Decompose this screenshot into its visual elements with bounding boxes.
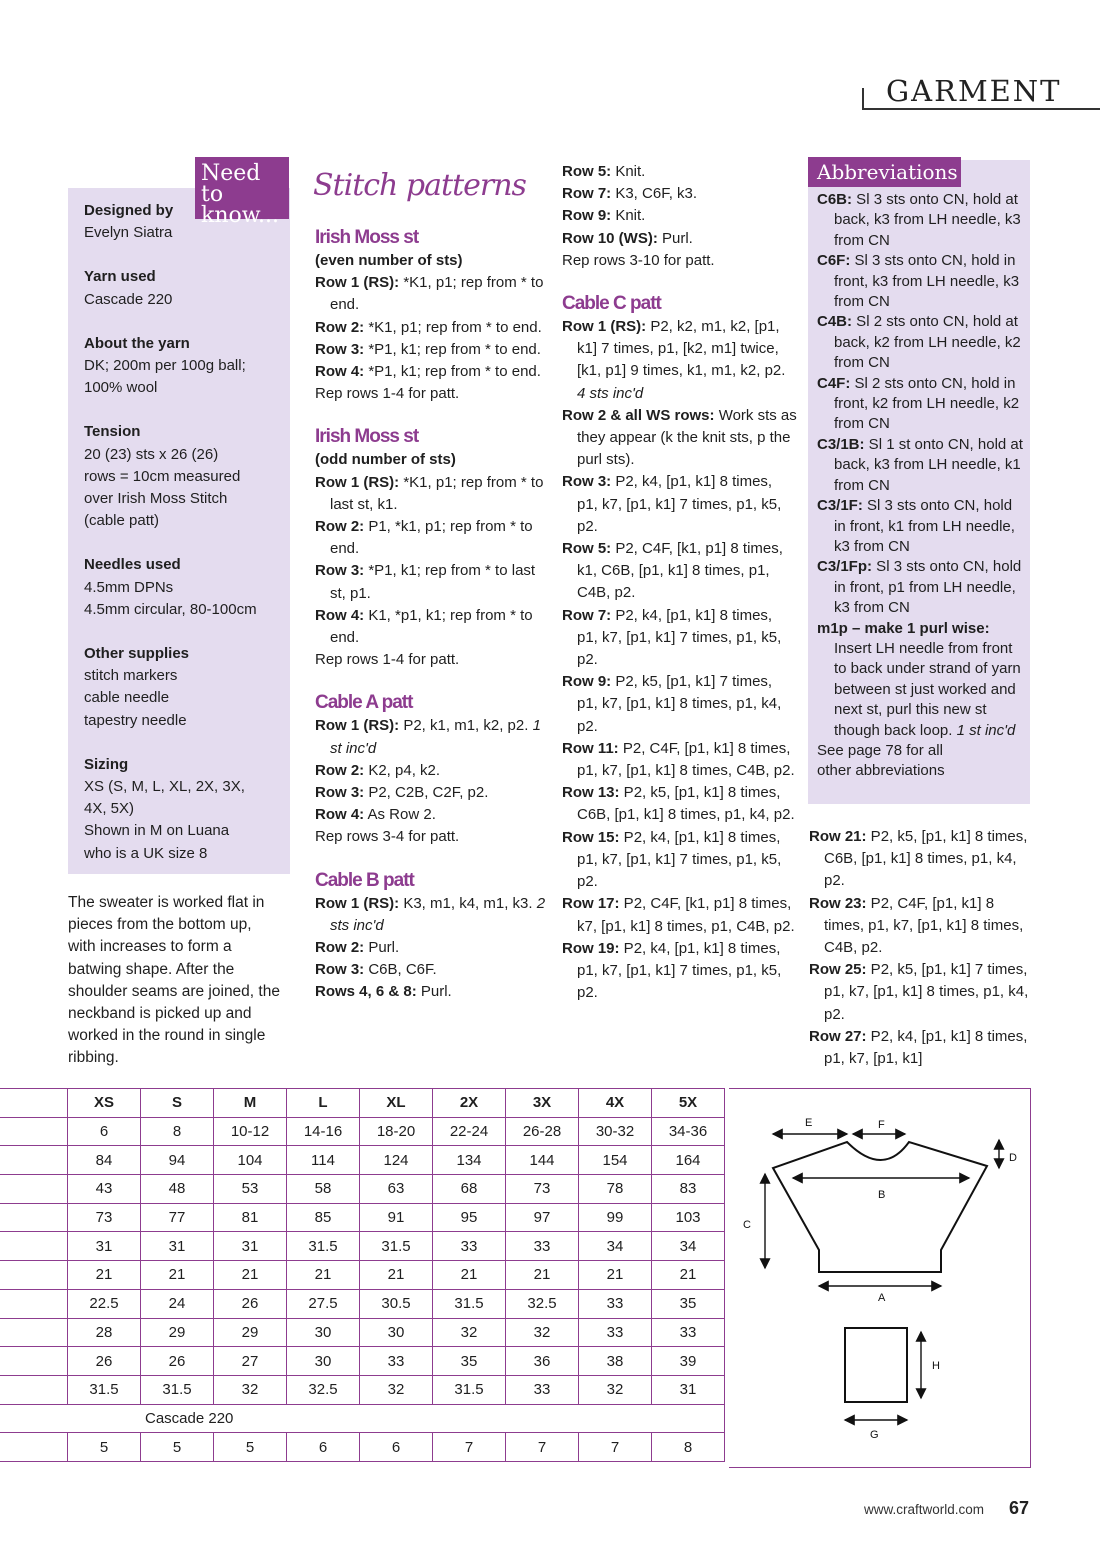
cable-c-row: Row 9: P2, k5, [p1, k1] 7 times, p1, k7, [p1, k1] 8 times, p1, k4, p2. [562, 673, 782, 735]
table-cell: 39 [652, 1347, 725, 1376]
table-cell: 30 [360, 1318, 433, 1347]
table-cell: 68 [433, 1175, 506, 1204]
table-cell: 38 [579, 1347, 652, 1376]
table-label-cell [0, 1203, 68, 1232]
table-cell: 33 [506, 1232, 579, 1261]
table-cell: 6 [68, 1117, 141, 1146]
cable-c-row-1: Row 1 (RS): P2, k2, m1, k2, [p1, k1] 7 times, p1, [k2, m1] twice, [k1, p1] 9 times, k1, m1, k2, p2. 4 sts inc'd [562, 318, 786, 402]
irish-moss-odd-row: Row 1 (RS): *K1, p1; rep from * to last st, k1. [315, 473, 544, 513]
ntk-heading: Needles used [84, 556, 181, 574]
irish-moss-odd-row: Row 3: *P1, k1; rep from * to last st, p1. [315, 562, 536, 602]
cable-c-row: Row 21: P2, k5, [p1, k1] 8 times, C6B, [p1, k1] 8 times, p1, k4, p2. [809, 828, 1028, 890]
need-to-know-content [84, 200, 284, 887]
cable-c-row: Row 2 & all WS rows: Work sts as they appear (k the knit sts, p the purl sts). [562, 406, 797, 469]
yarn-balls-cell: 5 [68, 1433, 141, 1462]
section-title: GARMENT [886, 74, 1062, 108]
label-e: E [805, 1117, 813, 1129]
stitch-column-4 [809, 826, 1031, 1070]
cable-c-row: Row 11: P2, C4F, [p1, k1] 8 times, p1, k7, [p1, k1] 8 times, C4B, p2. [562, 739, 795, 780]
table-row [0, 1289, 725, 1318]
yarn-balls-cell: 8 [652, 1433, 725, 1462]
ntk-section [84, 643, 284, 732]
table-cell: 31.5 [68, 1375, 141, 1404]
ntk-heading: Other supplies [84, 645, 190, 663]
table-row [0, 1203, 725, 1232]
ntk-section [84, 554, 284, 621]
ntk-line: Cascade 220 [84, 290, 173, 308]
table-row [0, 1175, 725, 1204]
ntk-heading: Tension [84, 423, 141, 441]
table-label-cell [0, 1232, 68, 1261]
table-cell: 81 [214, 1203, 287, 1232]
ntk-section [84, 421, 284, 532]
cable-b-repeat: Rep rows 3-10 for patt. [562, 251, 715, 269]
table-cell: 26 [68, 1347, 141, 1376]
table-cell: 33 [579, 1289, 652, 1318]
cable-c-row: Row 23: P2, C4F, [p1, k1] 8 times, p1, k7, [p1, k1] 8 times, C4B, p2. [809, 894, 1024, 957]
cable-a-row-1: Row 1 (RS): P2, k1, m1, k2, p2. 1 st inc'd [315, 717, 541, 757]
cable-a-row: Row 4: As Row 2. [315, 806, 436, 824]
table-cell: 43 [68, 1175, 141, 1204]
table-cell: 31.5 [141, 1375, 214, 1404]
cable-b-row: Row 7: K3, C6F, k3. [562, 185, 698, 203]
table-cell: 21 [433, 1261, 506, 1290]
size-table [0, 1088, 725, 1462]
cable-c-row: Row 7: P2, k4, [p1, k1] 8 times, p1, k7, [p1, k1] 7 times, p1, k5, p2. [562, 606, 782, 669]
irish-moss-odd-repeat: Rep rows 1-4 for patt. [315, 651, 460, 669]
table-cell: 27 [214, 1347, 287, 1376]
table-label-cell [0, 1347, 68, 1376]
table-cell: 31.5 [287, 1232, 360, 1261]
table-row [0, 1318, 725, 1347]
need-to-know-tag: Need to know... [195, 157, 289, 219]
label-c: C [743, 1219, 751, 1231]
cable-a-title: Cable A patt [315, 692, 413, 714]
ntk-line: cable needle [84, 689, 170, 707]
yarn-balls-cell: 7 [506, 1433, 579, 1462]
irish-moss-even-note: (even number of sts) [315, 252, 463, 269]
ntk-line: 4X, 5X) [84, 800, 135, 818]
cable-a-row: Row 2: K2, p4, k2. [315, 761, 441, 779]
ntk-section [84, 754, 284, 865]
ntk-line: stitch markers [84, 667, 178, 685]
table-cell: 32 [433, 1318, 506, 1347]
sleeve-outline [845, 1328, 907, 1402]
table-cell: 31.5 [360, 1232, 433, 1261]
abbreviations-tag: Abbreviations [808, 157, 961, 187]
table-cell: 83 [652, 1175, 725, 1204]
abbreviations-list [817, 190, 1027, 782]
irish-moss-odd-row: Row 4: K1, *p1, k1; rep from * to end. [315, 606, 533, 647]
table-cell: 29 [141, 1318, 214, 1347]
table-cell: 21 [141, 1261, 214, 1290]
table-cell: 124 [360, 1146, 433, 1175]
table-cell: 28 [68, 1318, 141, 1347]
irish-moss-even-row: Row 2: *K1, p1; rep from * to end. [315, 318, 542, 336]
cable-b-row: Row 10 (WS): Purl. [562, 229, 693, 247]
table-cell: 8 [141, 1117, 214, 1146]
table-label-cell [0, 1289, 68, 1318]
table-header-cell: M [214, 1089, 287, 1118]
table-cell: 31 [652, 1375, 725, 1404]
irish-moss-odd-title: Irish Moss st [315, 426, 419, 448]
yarn-balls-cell: 7 [433, 1433, 506, 1462]
table-cell: 10-12 [214, 1117, 287, 1146]
abbr-see-page: See page 78 for all other abbreviations [817, 741, 945, 780]
table-cell: 63 [360, 1175, 433, 1204]
table-header-cell: XL [360, 1089, 433, 1118]
table-cell: 134 [433, 1146, 506, 1175]
table-cell: 21 [652, 1261, 725, 1290]
table-cell: 34 [579, 1232, 652, 1261]
table-cell: 30-32 [579, 1117, 652, 1146]
table-cell: 97 [506, 1203, 579, 1232]
cable-b-row: Row 2: Purl. [315, 939, 400, 957]
table-cell: 29 [214, 1318, 287, 1347]
table-cell: 21 [579, 1261, 652, 1290]
abbr-row: C6F: Sl 3 sts onto CN, hold in front, k3 from LH needle, k3 from CN [817, 252, 1020, 311]
yarn-balls-cell: 6 [287, 1433, 360, 1462]
ntk-line: (cable patt) [84, 512, 160, 530]
table-cell: 33 [433, 1232, 506, 1261]
cable-b-title: Cable B patt [315, 869, 414, 891]
table-cell: 99 [579, 1203, 652, 1232]
table-cell: 26 [141, 1347, 214, 1376]
table-cell: 32.5 [506, 1289, 579, 1318]
table-cell: 14-16 [287, 1117, 360, 1146]
ntk-heading: About the yarn [84, 334, 190, 352]
ntk-line: who is a UK size 8 [84, 844, 208, 862]
table-label-cell [0, 1146, 68, 1175]
table-cell: 154 [579, 1146, 652, 1175]
table-cell: 35 [433, 1347, 506, 1376]
table-cell: 31 [68, 1232, 141, 1261]
garment-schematic [729, 1088, 1031, 1468]
table-row [0, 1146, 725, 1175]
table-cell: 73 [506, 1175, 579, 1204]
table-cell: 22-24 [433, 1117, 506, 1146]
ntk-line: Shown in M on Luana [84, 822, 230, 840]
table-cell: 35 [652, 1289, 725, 1318]
label-h: H [932, 1360, 940, 1372]
page-number: 67 [1009, 1498, 1030, 1518]
label-a: A [878, 1292, 886, 1304]
table-cell: 84 [68, 1146, 141, 1175]
table-cell: 31.5 [433, 1289, 506, 1318]
table-cell: 164 [652, 1146, 725, 1175]
irish-moss-even-row: Row 3: *P1, k1; rep from * to end. [315, 340, 541, 358]
ntk-heading: Sizing [84, 755, 129, 773]
table-cell: 33 [360, 1347, 433, 1376]
table-cell: 33 [506, 1375, 579, 1404]
table-label-cell [0, 1375, 68, 1404]
table-cell: 114 [287, 1146, 360, 1175]
ntk-section [84, 266, 284, 310]
yarn-label-cell: Cascade 220 [0, 1404, 725, 1433]
cable-c-row: Row 27: P2, k4, [p1, k1] 8 times, p1, k7, [p1, k1] [809, 1027, 1028, 1068]
table-header-row [0, 1089, 725, 1118]
table-header-cell: 5X [652, 1089, 725, 1118]
footer-url: www.craftworld.com [864, 1502, 985, 1517]
cable-b-row-1: Row 1 (RS): K3, m1, k4, m1, k3. 2 sts inc'd [315, 894, 546, 934]
irish-moss-even-row: Row 4: *P1, k1; rep from * to end. [315, 363, 541, 381]
table-cell: 58 [287, 1175, 360, 1204]
cable-b-row: Rows 4, 6 & 8: Purl. [315, 983, 452, 1001]
table-cell: 144 [506, 1146, 579, 1175]
ntk-line: 4.5mm circular, 80-100cm [84, 600, 257, 618]
table-cell: 94 [141, 1146, 214, 1175]
table-cell: 32 [506, 1318, 579, 1347]
cable-b-row: Row 3: C6B, C6F. [315, 961, 437, 979]
ntk-line: 100% wool [84, 379, 158, 397]
ntk-line: DK; 200m per 100g ball; [84, 357, 246, 375]
table-cell: 78 [579, 1175, 652, 1204]
table-cell: 32 [214, 1375, 287, 1404]
body-outline [773, 1142, 987, 1272]
table-cell: 22.5 [68, 1289, 141, 1318]
table-cell: 95 [433, 1203, 506, 1232]
abbr-row: C3/1Fp: Sl 3 sts onto CN, hold in front, p1 from LH needle, k3 from CN [817, 558, 1022, 617]
table-cell: 31 [141, 1232, 214, 1261]
table-cell: 32 [360, 1375, 433, 1404]
table-header-cell: S [141, 1089, 214, 1118]
table-cell: 91 [360, 1203, 433, 1232]
table-cell: 34 [652, 1232, 725, 1261]
ntk-heading: Designed by [84, 202, 174, 219]
cable-c-row: Row 5: P2, C4F, [k1, p1] 8 times, k1, C6B, [p1, k1] 8 times, p1, C4B, p2. [562, 540, 783, 602]
irish-moss-even-row: Row 1 (RS): *K1, p1; rep from * to end. [315, 274, 544, 314]
ntk-section [84, 333, 284, 400]
table-cell: 104 [214, 1146, 287, 1175]
table-cell: 26 [214, 1289, 287, 1318]
yarn-balls-cell: 6 [360, 1433, 433, 1462]
table-cell: 53 [214, 1175, 287, 1204]
table-cell: 31.5 [433, 1375, 506, 1404]
table-cell: 30.5 [360, 1289, 433, 1318]
abbr-row: C4B: Sl 2 sts onto CN, hold at back, k2 from LH needle, k2 from CN [817, 313, 1021, 372]
abbr-row: C3/1F: Sl 3 sts onto CN, hold in front, k1 from LH needle, k3 from CN [817, 497, 1015, 555]
abbr-row: C6B: Sl 3 sts onto CN, hold at back, k3 from LH needle, k3 from CN [817, 191, 1021, 249]
table-cell: 33 [579, 1318, 652, 1347]
table-cell: 48 [141, 1175, 214, 1204]
yarn-balls-cell: 7 [579, 1433, 652, 1462]
cable-a-repeat: Rep rows 3-4 for patt. [315, 828, 460, 846]
table-cell: 31 [214, 1232, 287, 1261]
table-header-cell: 2X [433, 1089, 506, 1118]
table-cell: 33 [652, 1318, 725, 1347]
irish-moss-odd-row: Row 2: P1, *k1, p1; rep from * to end. [315, 518, 533, 558]
yarn-balls-cell: 5 [141, 1433, 214, 1462]
cable-c-row: Row 13: P2, k5, [p1, k1] 8 times, C6B, [p1, k1] 8 times, p1, k4, p2. [562, 784, 795, 824]
cable-b-row: Row 9: Knit. [562, 207, 646, 225]
table-cell: 85 [287, 1203, 360, 1232]
ntk-line: 20 (23) sts x 26 (26) [84, 445, 219, 463]
table-cell: 73 [68, 1203, 141, 1232]
yarn-balls-row [0, 1433, 725, 1462]
abbr-m1p: m1p – make 1 purl wise: Insert LH needle from front to back under strand of yarn between st just worked and next st, purl this new st though back loop. 1 st inc'd [817, 619, 1021, 739]
irish-moss-even-repeat: Rep rows 1-4 for patt. [315, 385, 460, 403]
table-header-cell: 3X [506, 1089, 579, 1118]
label-d: D [1009, 1152, 1017, 1164]
ntk-section [84, 200, 284, 244]
cable-c-row: Row 25: P2, k5, [p1, k1] 7 times, p1, k7, [p1, k1] 8 times, p1, k4, p2. [809, 961, 1029, 1023]
label-f: F [878, 1119, 885, 1131]
abbr-row: C4F: Sl 2 sts onto CN, hold in front, k2 from LH needle, k2 from CN [817, 374, 1020, 433]
table-header-cell: XS [68, 1089, 141, 1118]
cable-c-row: Row 17: P2, C4F, [k1, p1] 8 times, k7, [p1, k1] 8 times, p1, C4B, p2. [562, 895, 795, 935]
cable-c-row: Row 19: P2, k4, [p1, k1] 8 times, p1, k7, [p1, k1] 7 times, p1, k5, p2. [562, 939, 782, 1002]
intro-paragraph: The sweater is worked flat in pieces from the bottom up, with increases to form a batwing shape. After the shoulder seams are joined, the neckband is picked up and worked in the round in single ribbing. [68, 894, 280, 1067]
table-cell: 36 [506, 1347, 579, 1376]
table-cell: 32.5 [287, 1375, 360, 1404]
table-cell: 21 [214, 1261, 287, 1290]
cable-a-row: Row 3: P2, C2B, C2F, p2. [315, 784, 489, 802]
table-row [0, 1232, 725, 1261]
table-cell: 21 [360, 1261, 433, 1290]
ntk-line: XS (S, M, L, XL, 2X, 3X, [84, 778, 245, 796]
table-cell: 34-36 [652, 1117, 725, 1146]
table-header-cell: L [287, 1089, 360, 1118]
table-row [0, 1375, 725, 1404]
table-row [0, 1347, 725, 1376]
ntk-line: Evelyn Siatra [84, 224, 173, 242]
table-cell: 103 [652, 1203, 725, 1232]
header-rule [862, 108, 1100, 110]
ntk-line: 4.5mm DPNs [84, 578, 174, 596]
table-header-cell: 4X [579, 1089, 652, 1118]
table-cell: 24 [141, 1289, 214, 1318]
stitch-column-2 [315, 226, 555, 1004]
irish-moss-even-title: Irish Moss st [315, 227, 419, 248]
table-row [0, 1261, 725, 1290]
cable-b-row: Row 5: Knit. [562, 163, 646, 180]
irish-moss-odd-note: (odd number of sts) [315, 451, 456, 469]
header-rule-vertical [862, 88, 864, 110]
table-cell: 26-28 [506, 1117, 579, 1146]
cable-c-row: Row 15: P2, k4, [p1, k1] 8 times, p1, k7, [p1, k1] 7 times, p1, k5, p2. [562, 828, 782, 891]
table-label-cell [0, 1318, 68, 1347]
label-g: G [870, 1429, 879, 1441]
ntk-heading: Yarn used [84, 268, 156, 286]
table-cell: 21 [506, 1261, 579, 1290]
table-cell: 30 [287, 1347, 360, 1376]
table-label-cell [0, 1175, 68, 1204]
cable-c-row: Row 3: P2, k4, [p1, k1] 8 times, p1, k7, [p1, k1] 7 times, p1, k5, p2. [562, 473, 782, 535]
ntk-line: rows = 10cm measured [84, 467, 241, 485]
stitch-column-3 [562, 161, 797, 1004]
table-label-cell [0, 1117, 68, 1146]
table-row [0, 1117, 725, 1146]
yarn-label-row [0, 1404, 725, 1433]
yarn-balls-cell: 5 [214, 1433, 287, 1462]
stitch-patterns-title: Stitch patterns [313, 168, 526, 203]
table-cell: 21 [68, 1261, 141, 1290]
cable-c-title: Cable C patt [562, 293, 661, 315]
table-cell: 77 [141, 1203, 214, 1232]
table-label-cell [0, 1261, 68, 1290]
table-cell: 27.5 [287, 1289, 360, 1318]
table-cell: 18-20 [360, 1117, 433, 1146]
ntk-line: tapestry needle [84, 711, 187, 729]
table-cell: 21 [287, 1261, 360, 1290]
ntk-line: over Irish Moss Stitch [84, 490, 228, 508]
abbr-row: C3/1B: Sl 1 st onto CN, hold at back, k3 from LH needle, k1 from CN [817, 435, 1023, 494]
table-cell: 30 [287, 1318, 360, 1347]
table-label-cell [0, 1433, 68, 1462]
label-b: B [878, 1189, 886, 1201]
table-label-cell [0, 1089, 68, 1118]
table-cell: 32 [579, 1375, 652, 1404]
